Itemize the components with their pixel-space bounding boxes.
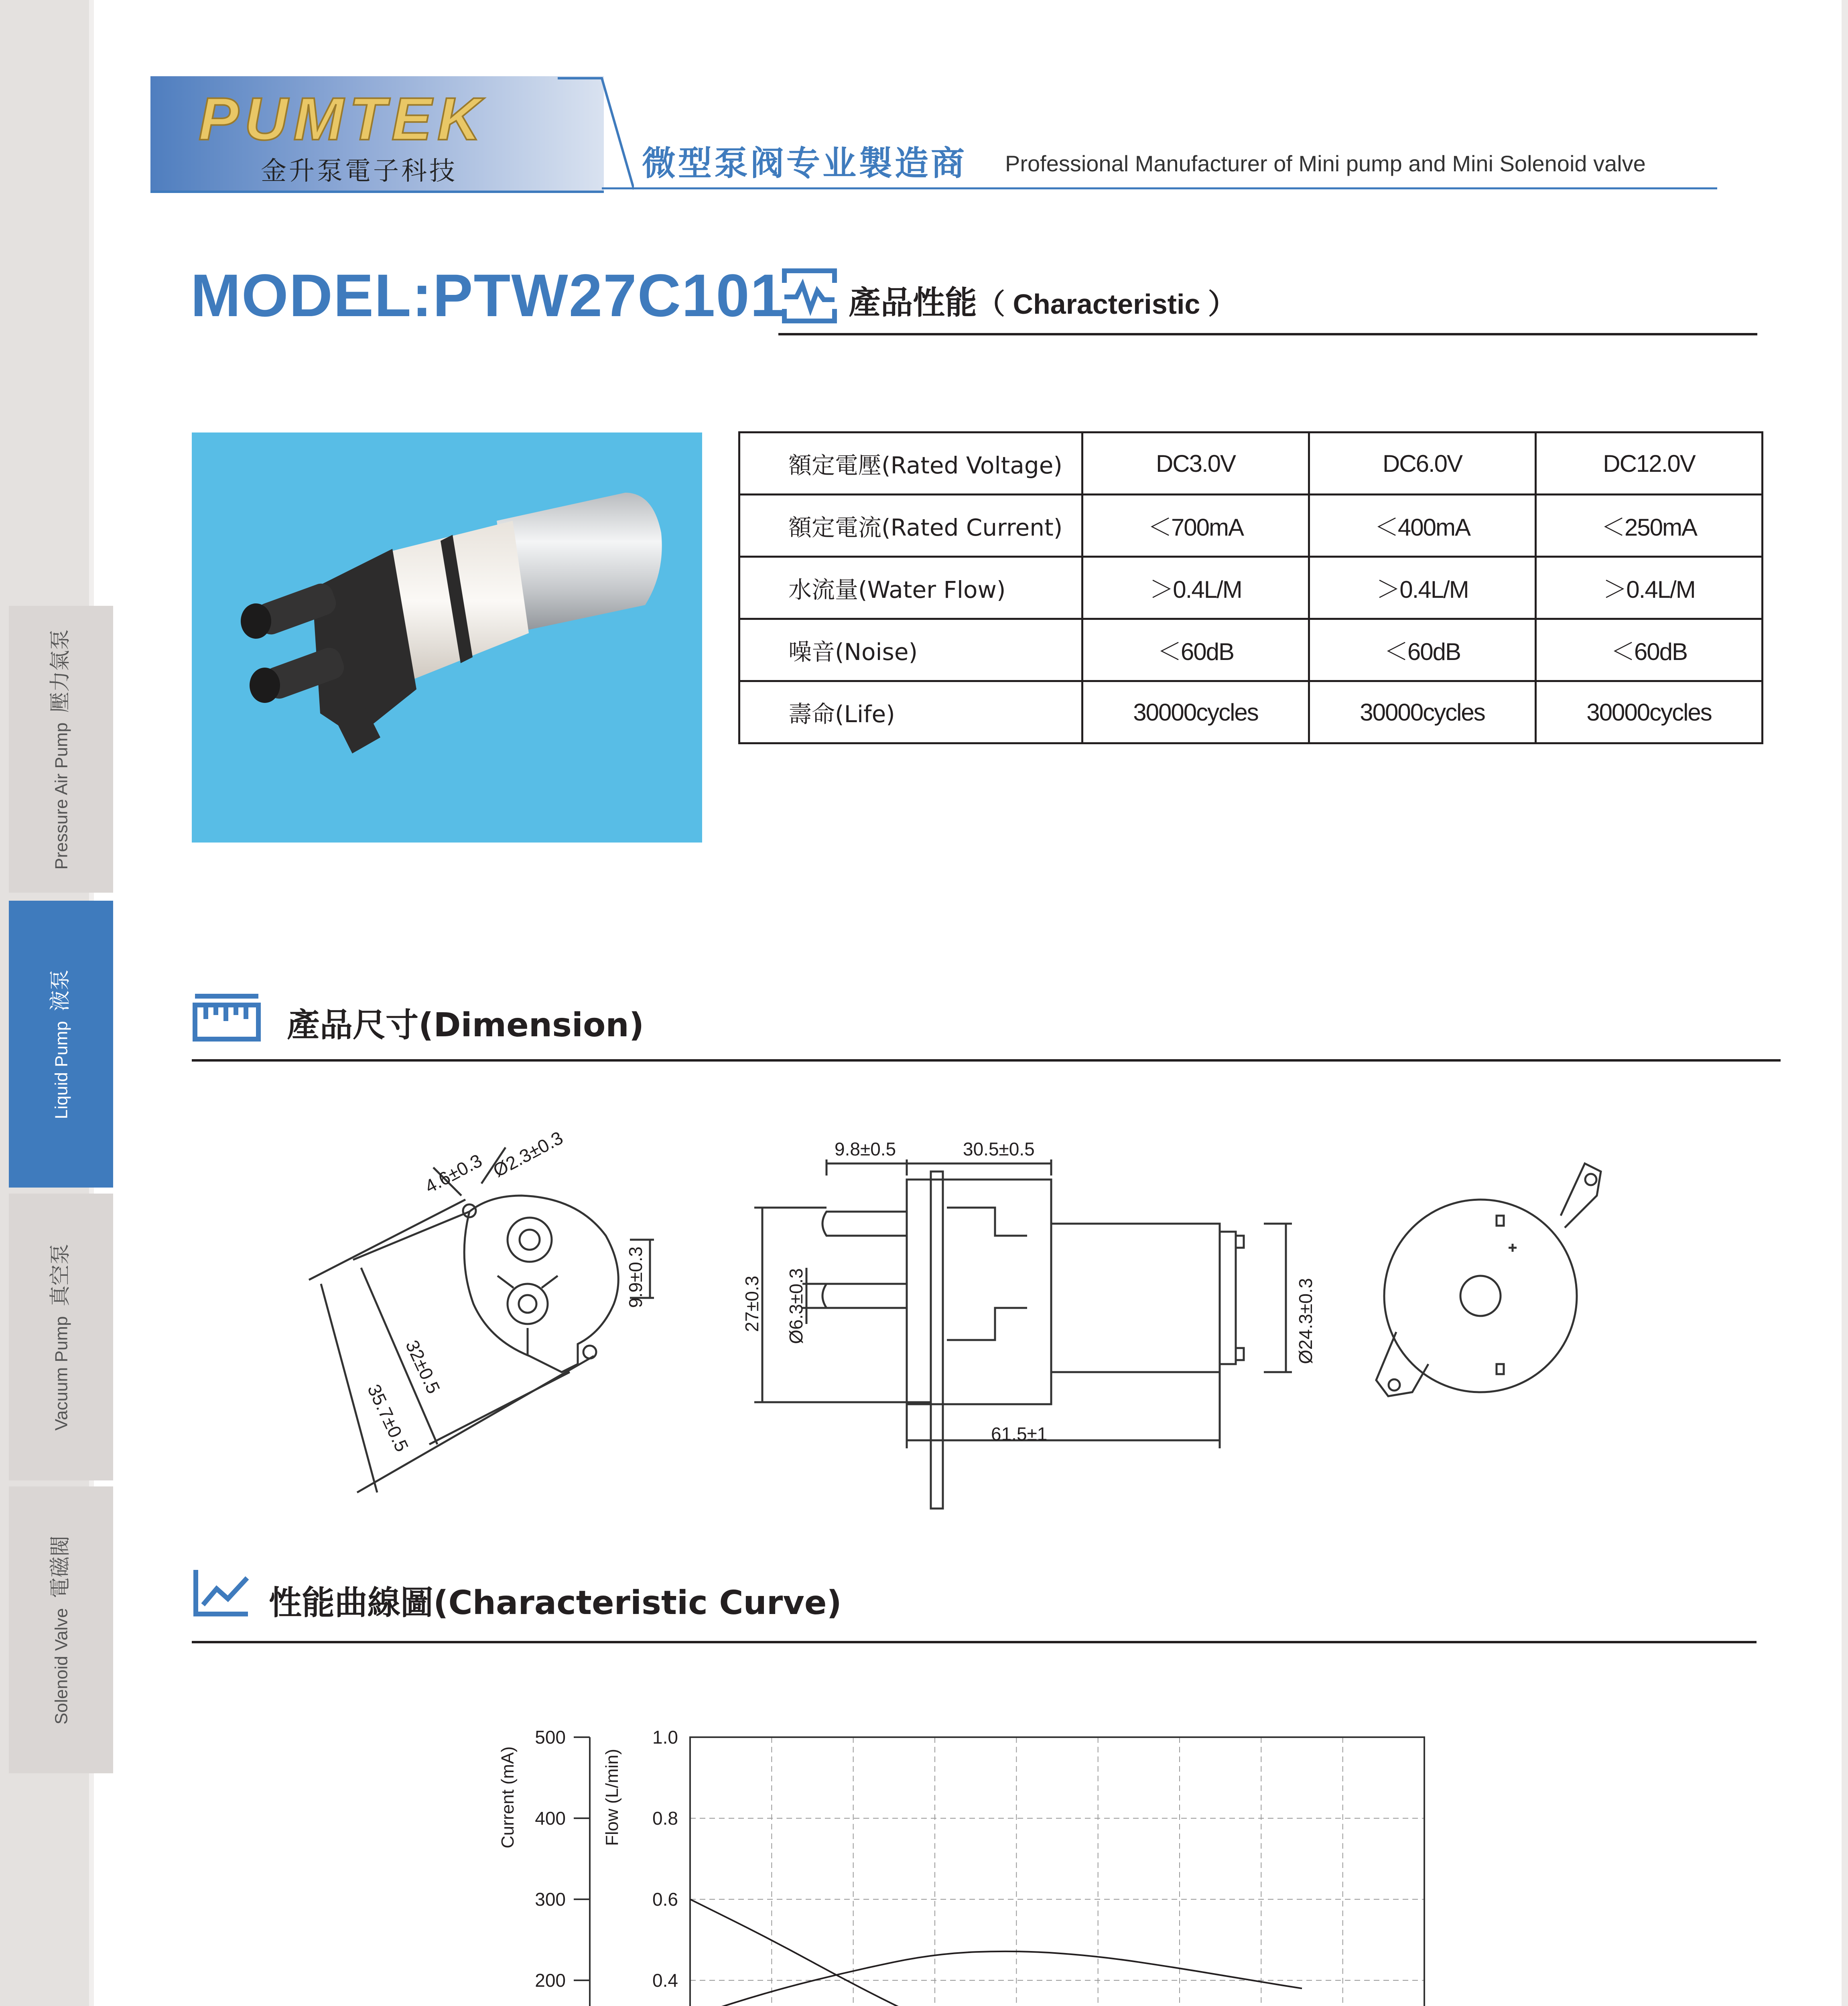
table-row: [739, 495, 1763, 557]
spec-value: ＜60dB: [1309, 619, 1536, 681]
chart-ticks: [535, 1727, 1434, 2006]
side-tab-en: Solenoid Valve: [51, 1608, 71, 1724]
dimension-drawings: [281, 1115, 1685, 1529]
logo-wordmark: PUMTEK: [199, 85, 487, 152]
side-tab-en: Liquid Pump: [51, 1021, 71, 1119]
current-tick-label: 300: [535, 1889, 566, 1910]
current-tick-label: 200: [535, 1970, 566, 1991]
flow-tick-label: 1.0: [652, 1727, 678, 1748]
table-row: [739, 557, 1763, 619]
plot-frame: [690, 1737, 1424, 2006]
spec-value: DC12.0V: [1536, 432, 1763, 495]
dimension-heading: 產品尺寸(Dimension): [287, 1006, 644, 1044]
dim-label: Ø24.3±0.3: [1295, 1278, 1316, 1364]
spec-value: DC3.0V: [1082, 432, 1309, 495]
chart-series: [690, 1899, 1302, 2006]
pump-illustration: [192, 432, 702, 843]
spec-value: ＞0.4L/M: [1082, 557, 1309, 619]
logo-subtitle: 金升泵電子科技: [261, 156, 457, 186]
dim-label: 30.5±0.5: [963, 1139, 1035, 1159]
spec-value: ＜60dB: [1082, 619, 1309, 681]
spec-label: 額定電壓(Rated Voltage): [739, 432, 1082, 495]
characteristic-heading-cn: 產品性能: [849, 284, 977, 321]
characteristic-rule: [778, 333, 1757, 335]
spec-value: ＜400mA: [1309, 495, 1536, 557]
spec-label: 壽命(Life): [739, 681, 1082, 743]
dim-label: 61.5±1: [991, 1423, 1048, 1444]
dim-label: 4.6±0.3: [421, 1150, 485, 1197]
spec-value: 30000cycles: [1536, 681, 1763, 743]
dim-label: Ø2.3±0.3: [489, 1127, 567, 1181]
spec-value: 30000cycles: [1082, 681, 1309, 743]
table-row: [739, 619, 1763, 681]
dim-label: 32±0.5: [401, 1337, 445, 1397]
y-axis-label-current: Current (mA): [498, 1746, 518, 1849]
side-tab-vacuum-pump[interactable]: [9, 1194, 113, 1480]
spec-label: 額定電流(Rated Current): [739, 495, 1082, 557]
logo: [150, 76, 604, 193]
header-tagline-en: Professional Manufacturer of Mini pump and Mini Solenoid valve: [1005, 151, 1646, 176]
side-tab-cn: 電磁閥: [49, 1535, 72, 1598]
characteristic-chart: [481, 1717, 1525, 2006]
spec-value: DC6.0V: [1309, 432, 1536, 495]
side-tab-cn: 液泵: [49, 969, 72, 1011]
model-title: MODEL:PTW27C101: [191, 262, 785, 329]
side-tab-cn: 壓力氣泵: [49, 629, 72, 713]
product-photo: [192, 432, 702, 843]
current-tick-label: 500: [535, 1727, 566, 1748]
side-tab-en: Pressure Air Pump: [51, 722, 71, 870]
spec-value: ＞0.4L/M: [1309, 557, 1536, 619]
current-series-line: [690, 1951, 1302, 2006]
table-row: [739, 681, 1763, 743]
flow-series-line: [690, 1899, 1302, 2006]
header-tagline-cn: 微型泵阀专业製造商: [642, 144, 967, 183]
spec-value: ＜60dB: [1536, 619, 1763, 681]
spec-value: ＜700mA: [1082, 495, 1309, 557]
spec-label: 水流量(Water Flow): [739, 557, 1082, 619]
dim-label: 9.8±0.5: [835, 1139, 896, 1159]
table-row: [739, 432, 1763, 495]
flow-tick-label: 0.4: [652, 1970, 678, 1991]
spec-value: ＜250mA: [1536, 495, 1763, 557]
curve-rule: [192, 1641, 1757, 1643]
spec-value: ＞0.4L/M: [1536, 557, 1763, 619]
dim-label: 27±0.3: [741, 1275, 762, 1332]
right-strip: [1842, 0, 1848, 2006]
flow-tick-label: 0.8: [652, 1808, 678, 1829]
side-tab-en: Vacuum Pump: [51, 1316, 71, 1431]
current-tick-label: 400: [535, 1808, 566, 1829]
side-tab-cn: 真空泵: [49, 1243, 72, 1306]
dimension-rule: [192, 1059, 1781, 1062]
header-rule: [602, 187, 1717, 189]
ruler-icon: [192, 993, 262, 1043]
flow-tick-label: 0.6: [652, 1889, 678, 1910]
side-tab-pressure-air-pump[interactable]: [9, 606, 113, 893]
curve-heading: 性能曲線圖(Characteristic Curve): [269, 1584, 842, 1622]
characteristic-heading: [849, 277, 1236, 323]
spec-value: 30000cycles: [1309, 681, 1536, 743]
side-tab-liquid-pump[interactable]: [9, 901, 113, 1188]
dim-label: 35.7±0.5: [363, 1381, 413, 1455]
chart-grid: [690, 1737, 1424, 2006]
waveform-icon: [780, 267, 839, 325]
spec-table: [738, 431, 1763, 744]
dim-label: 9.9±0.3: [625, 1246, 646, 1308]
y-axis-label-flow: Flow (L/min): [602, 1748, 622, 1846]
characteristic-heading-en: （ Characteristic ）: [977, 288, 1236, 320]
dim-label: Ø6.3±0.3: [786, 1268, 806, 1344]
line-chart-icon: [192, 1567, 252, 1619]
header-slash: [554, 76, 634, 193]
side-tab-solenoid-valve[interactable]: [9, 1486, 113, 1773]
spec-label: 噪音(Noise): [739, 619, 1082, 681]
